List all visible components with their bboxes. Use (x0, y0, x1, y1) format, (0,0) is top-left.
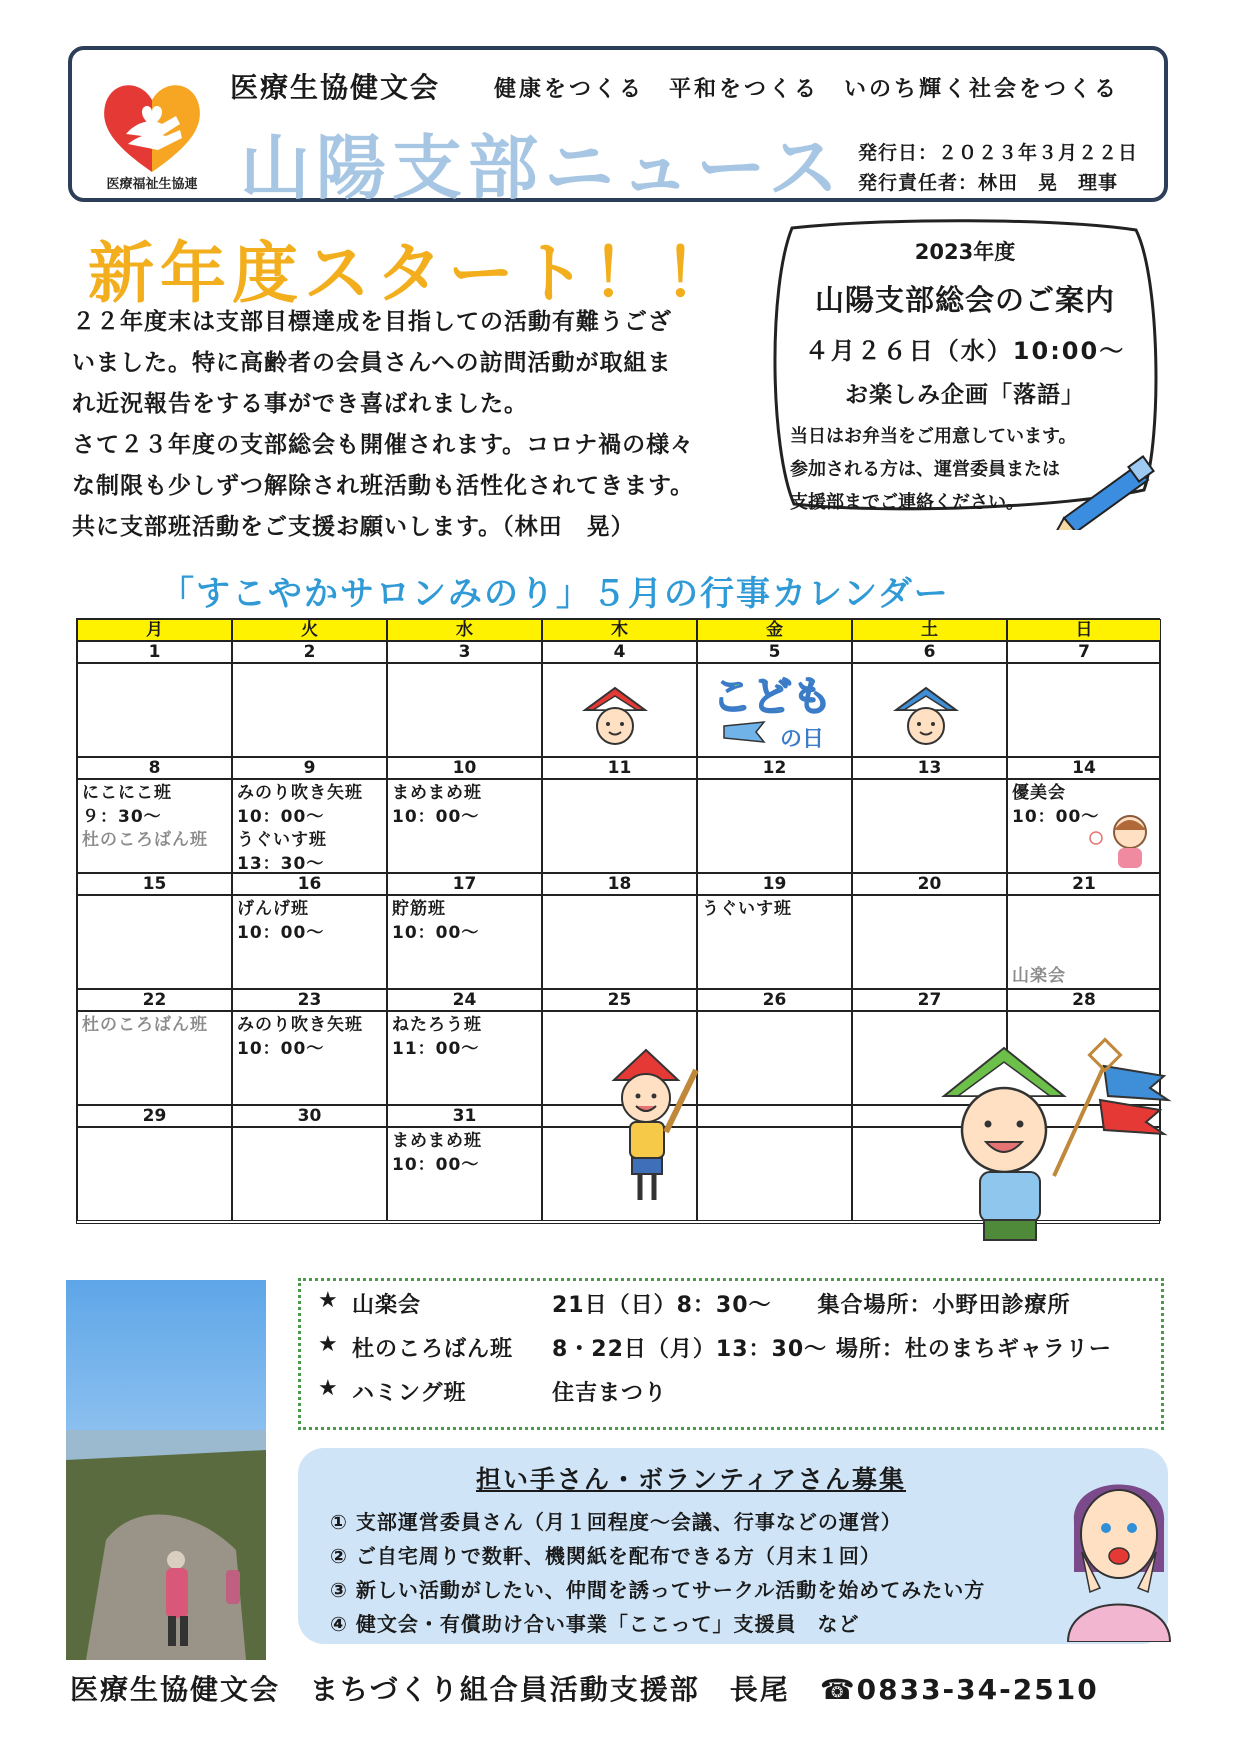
footer-text: 医療生協健文会 まちづくり組合員活動支援部 長尾 (70, 1673, 820, 1706)
notice-datetime: ４月２６日（水）10:00～ (804, 337, 1126, 365)
phone-icon: ☎ (819, 1673, 857, 1706)
calendar-cell (387, 895, 542, 989)
day-number: 3 (387, 641, 542, 663)
cell-events: まめまめ班 10：00～ (392, 1131, 482, 1175)
cell-events: ねたろう班 11：00～ (392, 1015, 482, 1059)
kodomo-day-text: の日 (780, 727, 825, 752)
notice-note: 当日はお弁当をご用意しています。 (790, 426, 1077, 447)
intro-line: 共に支部班活動をご支援お願いします。（林田 晃） (72, 514, 635, 540)
recruit-title: 担い手さん・ボランティアさん募集 (476, 1465, 907, 1494)
day-number: 29 (77, 1105, 232, 1127)
event-name: 山楽会 (352, 1293, 422, 1318)
child-helmet-icon (575, 680, 655, 750)
intro-line: ２２年度末は支部目標達成を目指しての活動有難うござ (72, 309, 672, 335)
slogan: 健康をつくる 平和をつくる いのち輝く社会をつくる (494, 77, 1120, 102)
cell-events: 優美会 10：00～ (1012, 783, 1100, 827)
day-number: 30 (232, 1105, 387, 1127)
calendar-cell (697, 895, 852, 989)
cell-events: にこにこ班 ９：30～ (82, 783, 172, 827)
woman-calling-icon (1060, 1452, 1178, 1642)
day-number: 28 (1007, 989, 1161, 1011)
hiking-photo (66, 1280, 266, 1660)
day-number: 1 (77, 641, 232, 663)
headline: 新年度スタート！！ (88, 235, 736, 312)
notice-note: 支援部までご連絡ください。 (790, 492, 1024, 513)
day-number (697, 1105, 852, 1127)
recruit-item: ② ご自宅周りで数軒、機関紙を配布できる方（月末１回） (330, 1544, 881, 1568)
weekday-header: 金 (697, 619, 852, 641)
calendar-cell (232, 895, 387, 989)
day-number: 22 (77, 989, 232, 1011)
intro-line: いました。特に高齢者の会員さんへの訪問活動が取組ま (72, 350, 672, 376)
day-number: 21 (1007, 873, 1161, 895)
cell-note: 山楽会 (1012, 965, 1066, 986)
notice-event: お楽しみ企画「落語」 (845, 382, 1085, 408)
boy-carp-streamer-icon (924, 1036, 1188, 1266)
kodomo-no-hi-icon (704, 666, 844, 754)
day-number: 11 (542, 757, 697, 779)
calendar-title: 「すこやかサロンみのり」５月の行事カレンダー (160, 574, 950, 614)
intro-text (72, 302, 762, 548)
day-number: 20 (852, 873, 1007, 895)
event-detail: 8・22日（月）13：30～ 場所：杜のまちギャラリー (552, 1337, 1112, 1362)
weekday-header: 火 (232, 619, 387, 641)
event-detail: 21日（日）8：30～ 集合場所：小野田診療所 (552, 1293, 1071, 1318)
cell-events: うぐいす班 (702, 899, 792, 919)
weekday-header: 水 (387, 619, 542, 641)
calendar-cell (387, 663, 542, 757)
notice-year: 2023年度 (914, 240, 1016, 264)
day-number: 17 (387, 873, 542, 895)
cell-events: 貯筋班 10：00～ (392, 899, 480, 943)
cell-events: みのり吹き矢班 10：00～ (237, 1015, 363, 1059)
weekday-header: 月 (77, 619, 232, 641)
logo-text: 医療福祉生協連 (106, 177, 198, 192)
day-number: 25 (542, 989, 697, 1011)
recruit-item: ④ 健文会・有償助け合い事業「ここって」支援員 など (330, 1612, 860, 1636)
cell-events: げんげ班 10：00～ (237, 899, 325, 943)
calendar-cell (542, 779, 697, 873)
day-number: 27 (852, 989, 1007, 1011)
day-number: 13 (852, 757, 1007, 779)
calendar-cell (232, 1127, 387, 1221)
newsletter-title: 山陽支部ニュース (240, 127, 845, 209)
calendar-cell (77, 779, 232, 873)
day-number: 15 (77, 873, 232, 895)
footer (70, 1668, 1099, 1708)
calendar-cell (387, 1127, 542, 1221)
day-number: 4 (542, 641, 697, 663)
recruit-item: ① 支部運営委員さん（月１回程度～会議、行事などの運営） (330, 1510, 902, 1534)
calendar-cell (697, 1011, 852, 1105)
event-bullet: ★ (318, 1376, 339, 1401)
cell-events: まめまめ班 10：00～ (392, 783, 482, 827)
day-number: 2 (232, 641, 387, 663)
day-number: 6 (852, 641, 1007, 663)
day-number: 5 (697, 641, 852, 663)
calendar-cell (542, 895, 697, 989)
day-number: 24 (387, 989, 542, 1011)
calendar-cell (232, 663, 387, 757)
event-name: 杜のころばん班 (352, 1337, 514, 1362)
day-number: 10 (387, 757, 542, 779)
notice-title: 山陽支部総会のご案内 (814, 283, 1115, 317)
calendar-cell (387, 779, 542, 873)
cell-note: 杜のころばん班 (82, 830, 208, 850)
weekday-header: 日 (1007, 619, 1161, 641)
coop-logo (96, 72, 208, 192)
event-name: ハミング班 (352, 1381, 467, 1406)
day-number: 19 (697, 873, 852, 895)
calendar-cell (1007, 663, 1161, 757)
day-number: 12 (697, 757, 852, 779)
calendar-cell (697, 779, 852, 873)
issue-info (858, 138, 1138, 198)
day-number: 9 (232, 757, 387, 779)
calendar-cell (77, 663, 232, 757)
calendar-cell (232, 779, 387, 873)
event-bullet: ★ (318, 1332, 339, 1357)
calendar-cell (697, 1127, 852, 1221)
day-number: 18 (542, 873, 697, 895)
org-name: 医療生協健文会 (230, 71, 441, 104)
day-number: 16 (232, 873, 387, 895)
day-number: 7 (1007, 641, 1161, 663)
day-number: 31 (387, 1105, 542, 1127)
notice-note: 参加される方は、運営委員または (790, 459, 1060, 480)
intro-line: れ近況報告をする事ができ喜ばれました。 (72, 391, 528, 417)
day-number: 26 (697, 989, 852, 1011)
issue-date: 発行日：２０２３年３月２２日 (858, 142, 1139, 164)
weekday-header: 土 (852, 619, 1007, 641)
event-detail: 住吉まつり (552, 1381, 668, 1406)
child-helmet-icon (886, 680, 966, 750)
day-number: 14 (1007, 757, 1161, 779)
cell-note: 杜のころばん班 (82, 1015, 208, 1035)
calendar-cell (852, 779, 1007, 873)
girl-drawing-icon (1086, 808, 1156, 872)
kodomo-text: こども (712, 674, 832, 720)
notice-notes (790, 420, 1077, 519)
publisher: 発行責任者：林田 晃 理事 (858, 172, 1119, 194)
calendar-cell (77, 895, 232, 989)
calendar-cell (852, 895, 1007, 989)
weekday-header: 木 (542, 619, 697, 641)
calendar-cell (77, 1011, 232, 1105)
calendar-cell (77, 1127, 232, 1221)
notice-text (780, 232, 1150, 409)
calendar-cell (232, 1011, 387, 1105)
recruit-item: ③ 新しい活動がしたい、仲間を誘ってサークル活動を始めてみたい方 (330, 1578, 986, 1602)
calendar-cell (1007, 895, 1161, 989)
intro-line: な制限も少しずつ解除され班活動も活性化されてきます。 (72, 473, 695, 499)
intro-line: さて２３年度の支部総会も開催されます。コロナ禍の様々 (72, 432, 695, 458)
cell-events: みのり吹き矢班 10：00～ うぐいす班 13：30～ (237, 783, 363, 874)
event-bullet: ★ (318, 1288, 339, 1313)
calendar-cell (387, 1011, 542, 1105)
phone-number: 0833-34-2510 (856, 1673, 1099, 1706)
day-number: 8 (77, 757, 232, 779)
child-samurai-icon (596, 1040, 706, 1210)
day-number: 23 (232, 989, 387, 1011)
